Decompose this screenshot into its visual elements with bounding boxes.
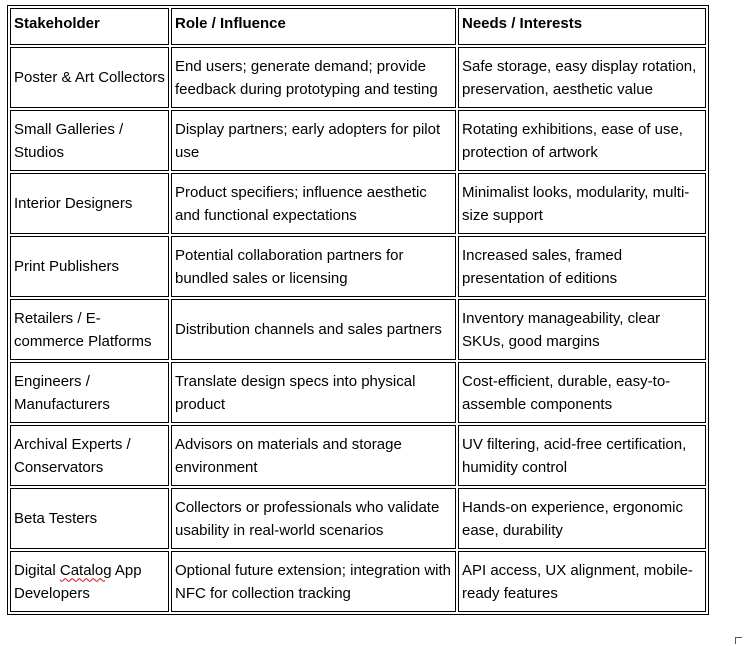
needs-cell: Cost-efficient, durable, easy-to-assemble components bbox=[458, 362, 706, 423]
table-header-row bbox=[10, 8, 706, 45]
needs-cell: API access, UX alignment, mobile-ready features bbox=[458, 551, 706, 612]
role-cell: Collectors or professionals who validate usability in real-world scenarios bbox=[171, 488, 456, 549]
stakeholder-cell: Print Publishers bbox=[10, 236, 169, 297]
table-row bbox=[10, 110, 706, 171]
header-needs-interests: Needs / Interests bbox=[458, 8, 706, 45]
needs-cell: UV filtering, acid-free certification, humidity control bbox=[458, 425, 706, 486]
stakeholder-cell: Interior Designers bbox=[10, 173, 169, 234]
table-row bbox=[10, 551, 706, 612]
stakeholder-cell: Small Galleries / Studios bbox=[10, 110, 169, 171]
table-resize-handle[interactable] bbox=[735, 637, 742, 644]
table-row bbox=[10, 488, 706, 549]
role-cell: Product specifiers; influence aesthetic and functional expectations bbox=[171, 173, 456, 234]
role-cell: Potential collaboration partners for bundled sales or licensing bbox=[171, 236, 456, 297]
needs-cell: Hands-on experience, ergonomic ease, durability bbox=[458, 488, 706, 549]
stakeholder-text-suffix: App Developers bbox=[14, 561, 142, 602]
needs-cell: Increased sales, framed presentation of editions bbox=[458, 236, 706, 297]
needs-cell: Minimalist looks, modularity, multi-size support bbox=[458, 173, 706, 234]
role-cell: Advisors on materials and storage environment bbox=[171, 425, 456, 486]
role-cell: Translate design specs into physical product bbox=[171, 362, 456, 423]
stakeholder-cell bbox=[10, 551, 169, 612]
stakeholder-text-prefix: Digital bbox=[14, 561, 60, 579]
table-row bbox=[10, 173, 706, 234]
stakeholder-cell: Archival Experts / Conservators bbox=[10, 425, 169, 486]
table-row bbox=[10, 236, 706, 297]
spellcheck-flagged-word[interactable]: Catalog bbox=[59, 561, 112, 579]
stakeholder-cell: Engineers / Manufacturers bbox=[10, 362, 169, 423]
header-role-influence: Role / Influence bbox=[171, 8, 456, 45]
table-row bbox=[10, 299, 706, 360]
table-row bbox=[10, 362, 706, 423]
stakeholder-cell: Beta Testers bbox=[10, 488, 169, 549]
table-row bbox=[10, 47, 706, 108]
needs-cell: Rotating exhibitions, ease of use, protection of artwork bbox=[458, 110, 706, 171]
needs-cell: Inventory manageability, clear SKUs, good margins bbox=[458, 299, 706, 360]
role-cell: Optional future extension; integration with NFC for collection tracking bbox=[171, 551, 456, 612]
stakeholder-cell: Poster & Art Collectors bbox=[10, 47, 169, 108]
stakeholder-table bbox=[7, 5, 709, 615]
header-stakeholder: Stakeholder bbox=[10, 8, 169, 45]
stakeholder-cell: Retailers / E-commerce Platforms bbox=[10, 299, 169, 360]
needs-cell: Safe storage, easy display rotation, preservation, aesthetic value bbox=[458, 47, 706, 108]
role-cell: Distribution channels and sales partners bbox=[171, 299, 456, 360]
role-cell: Display partners; early adopters for pilot use bbox=[171, 110, 456, 171]
role-cell: End users; generate demand; provide feedback during prototyping and testing bbox=[171, 47, 456, 108]
table-row bbox=[10, 425, 706, 486]
